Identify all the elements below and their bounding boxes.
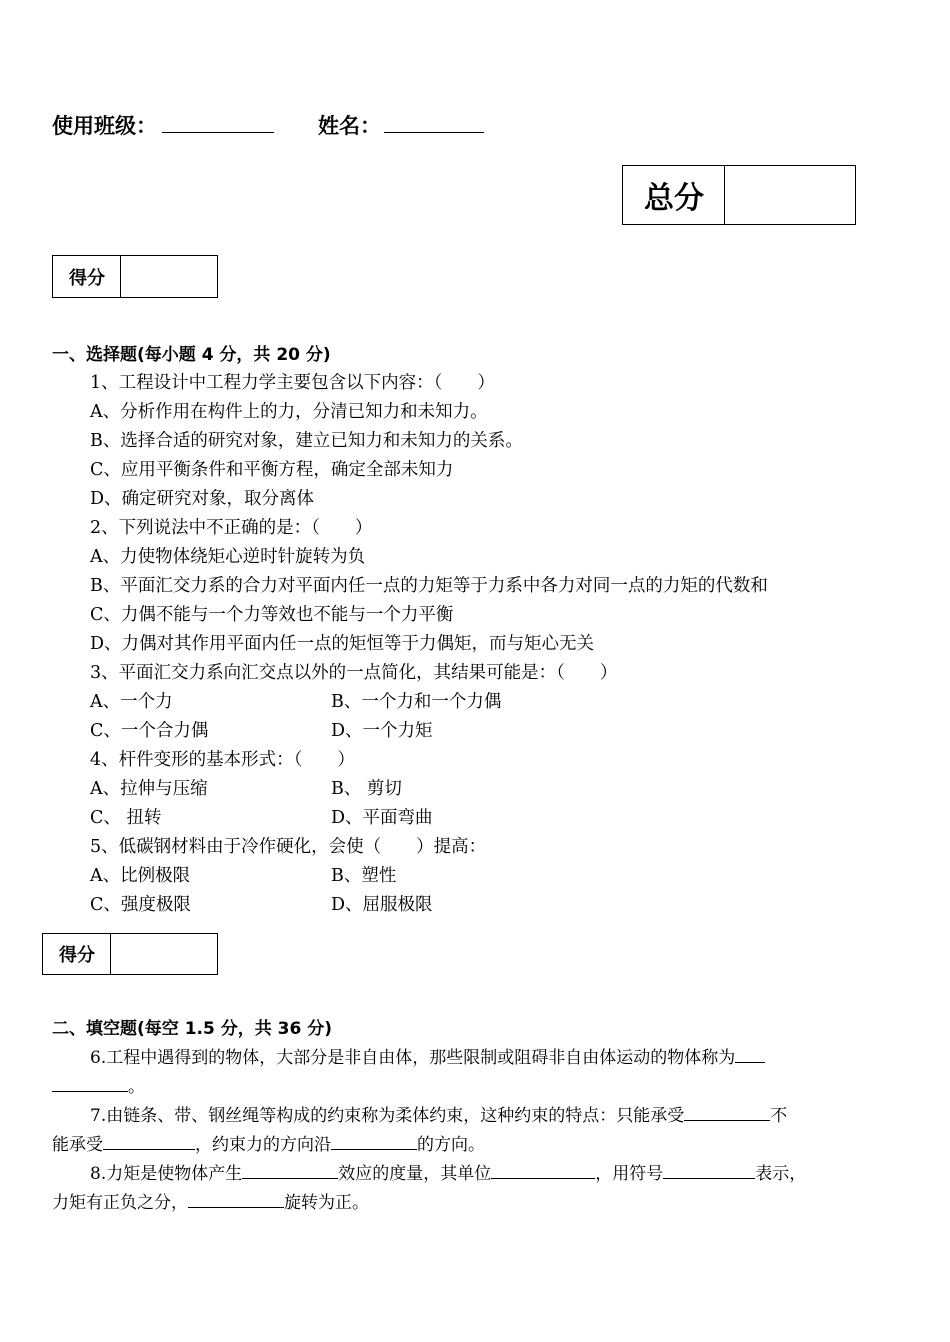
q1-option-a: A、分析作用在构件上的力，分清已知力和未知力。 bbox=[90, 402, 488, 422]
q1-option-d: D、确定研究对象，取分离体 bbox=[90, 489, 315, 509]
q2-option-a: A、力使物体绕矩心逆时针旋转为负 bbox=[90, 547, 366, 567]
q1-option-b: B、选择合适的研究对象，建立已知力和未知力的关系。 bbox=[90, 431, 523, 451]
q7-line2 bbox=[52, 1130, 485, 1155]
q2-option-d: D、力偶对其作用平面内任一点的矩恒等于力偶矩，而与矩心无关 bbox=[90, 634, 595, 654]
q5-option-a: A、比例极限 bbox=[90, 866, 191, 886]
q3-stem: 3、平面汇交力系向汇交点以外的一点简化，其结果可能是：（ ） bbox=[90, 663, 618, 683]
score-label-2: 得分 bbox=[59, 945, 95, 966]
q6-blank-part1[interactable] bbox=[735, 1044, 765, 1063]
q8-text-a: 8.力矩是使物体产生 bbox=[90, 1164, 243, 1184]
q5-option-d: D、屈服极限 bbox=[331, 895, 433, 915]
name-blank[interactable] bbox=[384, 132, 484, 133]
q8-text-b: 效应的度量，其单位 bbox=[338, 1164, 492, 1184]
q1-stem: 1、工程设计中工程力学主要包含以下内容：（ ） bbox=[90, 373, 495, 393]
score-box-1 bbox=[52, 255, 218, 298]
q7-blank-2[interactable] bbox=[103, 1131, 195, 1150]
q4-option-b: B、 剪切 bbox=[331, 779, 402, 799]
section1-title: 一、选择题(每小题 4 分，共 20 分) bbox=[52, 345, 331, 365]
q5-option-b: B、塑性 bbox=[331, 866, 397, 886]
q6-line1 bbox=[90, 1043, 765, 1068]
q7-text-d: ，约束力的方向沿 bbox=[195, 1135, 331, 1155]
q4-stem: 4、杆件变形的基本形式：（ ） bbox=[90, 750, 355, 770]
score-box-2 bbox=[42, 933, 218, 975]
q3-option-b: B、一个力和一个力偶 bbox=[331, 692, 502, 712]
total-score-box bbox=[622, 165, 856, 225]
q8-line2 bbox=[52, 1188, 369, 1213]
q7-text-c: 能承受 bbox=[52, 1135, 103, 1155]
q7-text-b: 不 bbox=[770, 1106, 788, 1126]
q8-blank-3[interactable] bbox=[663, 1160, 755, 1179]
q5-option-c: C、强度极限 bbox=[90, 895, 191, 915]
q8-line1 bbox=[90, 1159, 806, 1184]
q7-line1 bbox=[90, 1101, 787, 1126]
q7-blank-3[interactable] bbox=[331, 1131, 417, 1150]
q6-text-b: 。 bbox=[128, 1077, 145, 1097]
q8-text-d: 表示， bbox=[755, 1164, 807, 1184]
q4-option-a: A、拉伸与压缩 bbox=[90, 779, 208, 799]
class-label: 使用班级： bbox=[52, 114, 157, 138]
q6-line2 bbox=[52, 1072, 145, 1097]
score-value-2[interactable] bbox=[111, 934, 217, 974]
q7-text-a: 7.由链条、带、钢丝绳等构成的约束称为柔体约束，这种约束的特点：只能承受 bbox=[90, 1106, 685, 1126]
q4-option-d: D、平面弯曲 bbox=[331, 808, 433, 828]
q6-blank-part2[interactable] bbox=[52, 1073, 128, 1092]
q2-option-b: B、平面汇交力系的合力对平面内任一点的力矩等于力系中各力对同一点的力矩的代数和 bbox=[90, 576, 768, 596]
q8-blank-4[interactable] bbox=[188, 1189, 284, 1208]
q8-text-c: ，用符号 bbox=[595, 1164, 664, 1184]
score-value-1[interactable] bbox=[121, 256, 217, 297]
q8-blank-2[interactable] bbox=[491, 1160, 595, 1179]
score-label-1: 得分 bbox=[69, 267, 105, 289]
q2-option-c: C、力偶不能与一个力等效也不能与一个力平衡 bbox=[90, 605, 454, 625]
q6-text-a: 6.工程中遇得到的物体，大部分是非自由体，那些限制或阻碍非自由体运动的物体称为 bbox=[90, 1048, 736, 1068]
q1-option-c: C、应用平衡条件和平衡方程，确定全部未知力 bbox=[90, 460, 454, 480]
q3-option-c: C、一个合力偶 bbox=[90, 721, 209, 741]
name-label: 姓名： bbox=[318, 114, 381, 138]
q4-option-c: C、 扭转 bbox=[90, 808, 162, 828]
total-score-label: 总分 bbox=[644, 181, 704, 216]
q2-stem: 2、下列说法中不正确的是：（ ） bbox=[90, 518, 373, 538]
q5-stem: 5、低碳钢材料由于冷作硬化，会使（ ）提高： bbox=[90, 837, 487, 857]
q8-text-e: 力矩有正负之分， bbox=[52, 1193, 188, 1213]
q3-option-d: D、一个力矩 bbox=[331, 721, 433, 741]
class-blank[interactable] bbox=[162, 132, 274, 133]
q3-option-a: A、一个力 bbox=[90, 692, 173, 712]
section2-title: 二、填空题(每空 1.5 分，共 36 分) bbox=[52, 1019, 332, 1039]
q7-blank-1[interactable] bbox=[684, 1102, 770, 1121]
q8-blank-1[interactable] bbox=[242, 1160, 338, 1179]
q7-text-e: 的方向。 bbox=[417, 1135, 485, 1155]
q8-text-f: 旋转为正。 bbox=[284, 1193, 369, 1213]
total-score-value[interactable] bbox=[725, 166, 855, 224]
